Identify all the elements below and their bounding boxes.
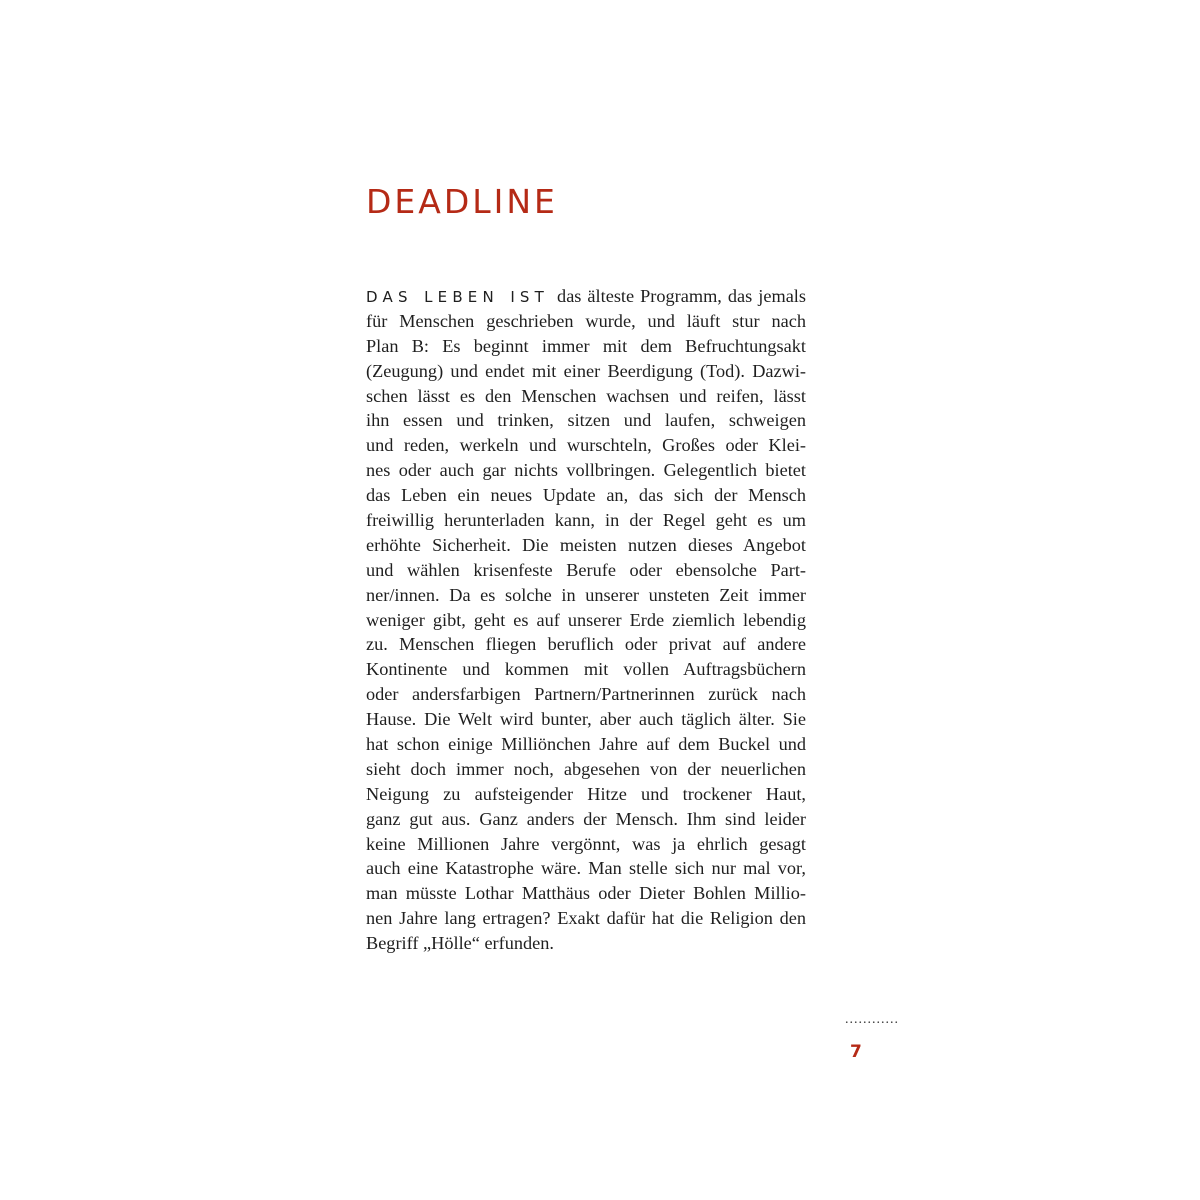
body-line: Hause. Die Welt wird bunter, aber auch täglich älter. Sie	[366, 709, 806, 730]
page-number: 7	[850, 1042, 862, 1062]
body-line: auch eine Katastrophe wäre. Man stelle sich nur mal vor,	[366, 858, 806, 879]
body-line: Kontinente und kommen mit vollen Auftragsbüchern	[366, 659, 806, 680]
body-line: ner/innen. Da es solche in unserer unsteten Zeit immer	[366, 584, 806, 605]
body-line: hat schon einige Milliönchen Jahre auf dem Buckel und	[366, 734, 806, 755]
body-line: nen Jahre lang ertragen? Exakt dafür hat die Religion den	[366, 908, 806, 929]
body-line: oder andersfarbigen Partnern/Partnerinnen zurück nach	[366, 684, 806, 705]
body-line: schen lässt es den Menschen wachsen und reifen, lässt	[366, 385, 806, 406]
folio-dotted-rule: ............	[845, 1012, 899, 1027]
body-line: und wählen krisenfeste Berufe oder ebensolche Part-	[366, 559, 806, 580]
body-line: und reden, werkeln und wurschteln, Großes oder Klei-	[366, 435, 806, 456]
body-line: ihn essen und trinken, sitzen und laufen, schweigen	[366, 410, 806, 431]
lead-in-small-caps: DAS LEBEN IST	[366, 288, 550, 306]
body-line: ganz gut aus. Ganz anders der Mensch. Ihm sind leider	[366, 808, 806, 829]
body-line: (Zeugung) und endet mit einer Beerdigung (Tod). Dazwi-	[366, 360, 806, 381]
body-line	[366, 284, 806, 309]
body-line-text: das älteste Programm, das jemals	[557, 286, 806, 306]
body-line: das Leben ein neues Update an, das sich der Mensch	[366, 485, 806, 506]
body-line: erhöhte Sicherheit. Die meisten nutzen dieses Angebot	[366, 534, 806, 555]
body-line: Begriff „Hölle“ erfunden.	[366, 933, 554, 954]
body-line: Plan B: Es beginnt immer mit dem Befruchtungsakt	[366, 335, 806, 356]
body-line: keine Millionen Jahre vergönnt, was ja ehrlich gesagt	[366, 833, 806, 854]
body-line: Neigung zu aufsteigender Hitze und trockener Haut,	[366, 783, 806, 804]
body-line: sieht doch immer noch, abgesehen von der neuerlichen	[366, 758, 806, 779]
body-line: weniger gibt, geht es auf unserer Erde ziemlich lebendig	[366, 609, 806, 630]
body-line: für Menschen geschrieben wurde, und läuft stur nach	[366, 310, 806, 331]
body-line: freiwillig herunterladen kann, in der Regel geht es um	[366, 510, 806, 531]
body-line: zu. Menschen fliegen beruflich oder privat auf andere	[366, 634, 806, 655]
body-line: nes oder auch gar nichts vollbringen. Gelegentlich bietet	[366, 460, 806, 481]
body-paragraph	[366, 284, 806, 956]
chapter-title: DEADLINE	[366, 182, 558, 221]
body-line: man müsste Lothar Matthäus oder Dieter Bohlen Millio-	[366, 883, 806, 904]
